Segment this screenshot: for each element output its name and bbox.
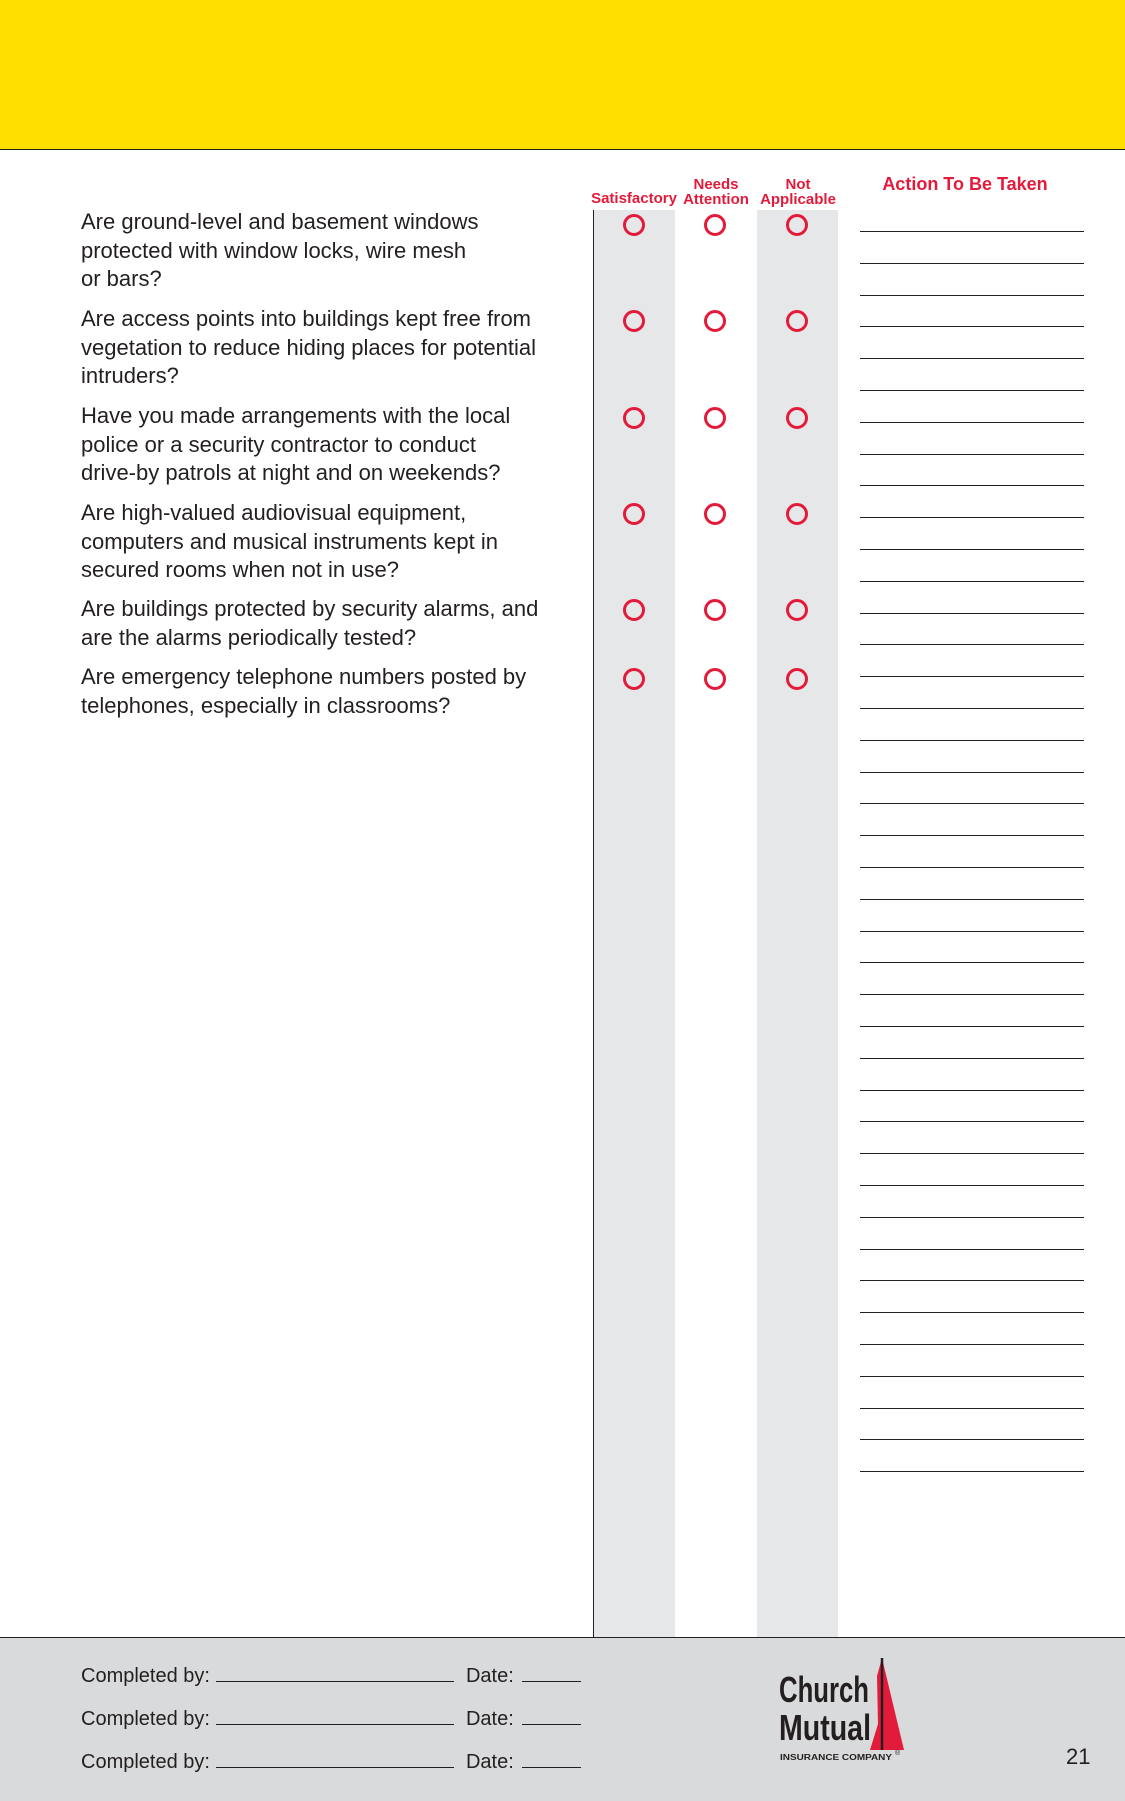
action-line[interactable] — [860, 867, 1084, 868]
church-mutual-logo — [778, 1658, 904, 1768]
action-line[interactable] — [860, 485, 1084, 486]
completed-by-field[interactable] — [216, 1707, 454, 1725]
action-line[interactable] — [860, 994, 1084, 995]
q4-needs-attention-radio[interactable] — [704, 503, 726, 525]
question-6: Are emergency telephone numbers posted by telephones, especially in classrooms? — [81, 664, 527, 718]
registered-mark: ® — [895, 1750, 901, 1757]
question-2: Are access points into buildings kept free from vegetation to reduce hiding places for potential intruders? — [81, 306, 536, 388]
action-line[interactable] — [860, 1249, 1084, 1250]
action-line[interactable] — [860, 740, 1084, 741]
q6-satisfactory-radio[interactable] — [623, 668, 645, 690]
completed-by-field[interactable] — [216, 1750, 454, 1768]
logo-tagline: INSURANCE COMPANY — [780, 1753, 893, 1762]
date-label: Date: — [465, 1708, 514, 1730]
action-line[interactable] — [860, 1185, 1084, 1186]
date-label: Date: — [465, 1751, 514, 1773]
q5-satisfactory-radio[interactable] — [623, 599, 645, 621]
q2-not-applicable-radio[interactable] — [786, 310, 808, 332]
q3-satisfactory-radio[interactable] — [623, 407, 645, 429]
action-line[interactable] — [860, 454, 1084, 455]
action-line[interactable] — [860, 1344, 1084, 1345]
page-number: 21 — [1066, 1744, 1091, 1769]
q2-satisfactory-radio[interactable] — [623, 310, 645, 332]
completed-label: Completed by: — [81, 1708, 210, 1730]
action-line[interactable] — [860, 295, 1084, 296]
action-heading: Action To Be Taken — [882, 174, 1048, 194]
completed-row-3 — [81, 1750, 581, 1774]
steeple-icon — [870, 1658, 904, 1750]
action-line[interactable] — [860, 1376, 1084, 1377]
action-line[interactable] — [860, 1280, 1084, 1281]
completed-label: Completed by: — [81, 1665, 210, 1687]
q1-needs-attention-radio[interactable] — [704, 214, 726, 236]
logo-line-2: Mutual — [779, 1707, 871, 1748]
action-line[interactable] — [860, 1439, 1084, 1440]
q6-not-applicable-radio[interactable] — [786, 668, 808, 690]
action-line[interactable] — [860, 1408, 1084, 1409]
question-1: Are ground-level and basement windows protected with window locks, wire mesh or bars? — [81, 209, 479, 291]
action-line[interactable] — [860, 803, 1084, 804]
action-line[interactable] — [860, 358, 1084, 359]
question-5: Are buildings protected by security alarms, and are the alarms periodically tested? — [81, 596, 539, 650]
date-field[interactable] — [522, 1750, 581, 1768]
date-field[interactable] — [522, 1664, 581, 1682]
date-label: Date: — [465, 1665, 514, 1687]
action-line[interactable] — [860, 772, 1084, 773]
action-line[interactable] — [860, 899, 1084, 900]
column-divider — [593, 210, 594, 1637]
action-line[interactable] — [860, 708, 1084, 709]
action-line[interactable] — [860, 1153, 1084, 1154]
action-line[interactable] — [860, 422, 1084, 423]
q1-satisfactory-radio[interactable] — [623, 214, 645, 236]
completed-label: Completed by: — [81, 1751, 210, 1773]
action-line[interactable] — [860, 835, 1084, 836]
date-field[interactable] — [522, 1707, 581, 1725]
action-line[interactable] — [860, 1471, 1084, 1472]
action-line[interactable] — [860, 1217, 1084, 1218]
action-line[interactable] — [860, 263, 1084, 264]
question-3: Have you made arrangements with the local police or a security contractor to conduct drive-by patrols at night and on weekends? — [81, 403, 511, 485]
action-line[interactable] — [860, 1312, 1084, 1313]
action-line[interactable] — [860, 390, 1084, 391]
action-line[interactable] — [860, 644, 1084, 645]
q6-needs-attention-radio[interactable] — [704, 668, 726, 690]
action-line[interactable] — [860, 613, 1084, 614]
needs-attention-heading: Needs Attention — [683, 176, 749, 208]
not-applicable-heading: Not Applicable — [760, 176, 836, 208]
q1-not-applicable-radio[interactable] — [786, 214, 808, 236]
q4-not-applicable-radio[interactable] — [786, 503, 808, 525]
completed-row-1 — [81, 1664, 581, 1688]
action-line[interactable] — [860, 1090, 1084, 1091]
header-band — [0, 0, 1125, 150]
action-line[interactable] — [860, 676, 1084, 677]
action-line[interactable] — [860, 326, 1084, 327]
action-line[interactable] — [860, 1058, 1084, 1059]
action-line[interactable] — [860, 517, 1084, 518]
action-line[interactable] — [860, 549, 1084, 550]
q5-not-applicable-radio[interactable] — [786, 599, 808, 621]
action-line[interactable] — [860, 962, 1084, 963]
completed-row-2 — [81, 1707, 581, 1731]
action-line[interactable] — [860, 581, 1084, 582]
q3-needs-attention-radio[interactable] — [704, 407, 726, 429]
q4-satisfactory-radio[interactable] — [623, 503, 645, 525]
q3-not-applicable-radio[interactable] — [786, 407, 808, 429]
action-line[interactable] — [860, 931, 1084, 932]
q2-needs-attention-radio[interactable] — [704, 310, 726, 332]
logo-line-1: Church — [779, 1669, 869, 1710]
action-line[interactable] — [860, 1026, 1084, 1027]
action-line[interactable] — [860, 231, 1084, 232]
completed-by-field[interactable] — [216, 1664, 454, 1682]
question-4: Are high-valued audiovisual equipment, computers and musical instruments kept in secured rooms when not in use? — [81, 500, 498, 582]
q5-needs-attention-radio[interactable] — [704, 599, 726, 621]
satisfactory-heading: Satisfactory — [591, 190, 677, 207]
action-line[interactable] — [860, 1121, 1084, 1122]
